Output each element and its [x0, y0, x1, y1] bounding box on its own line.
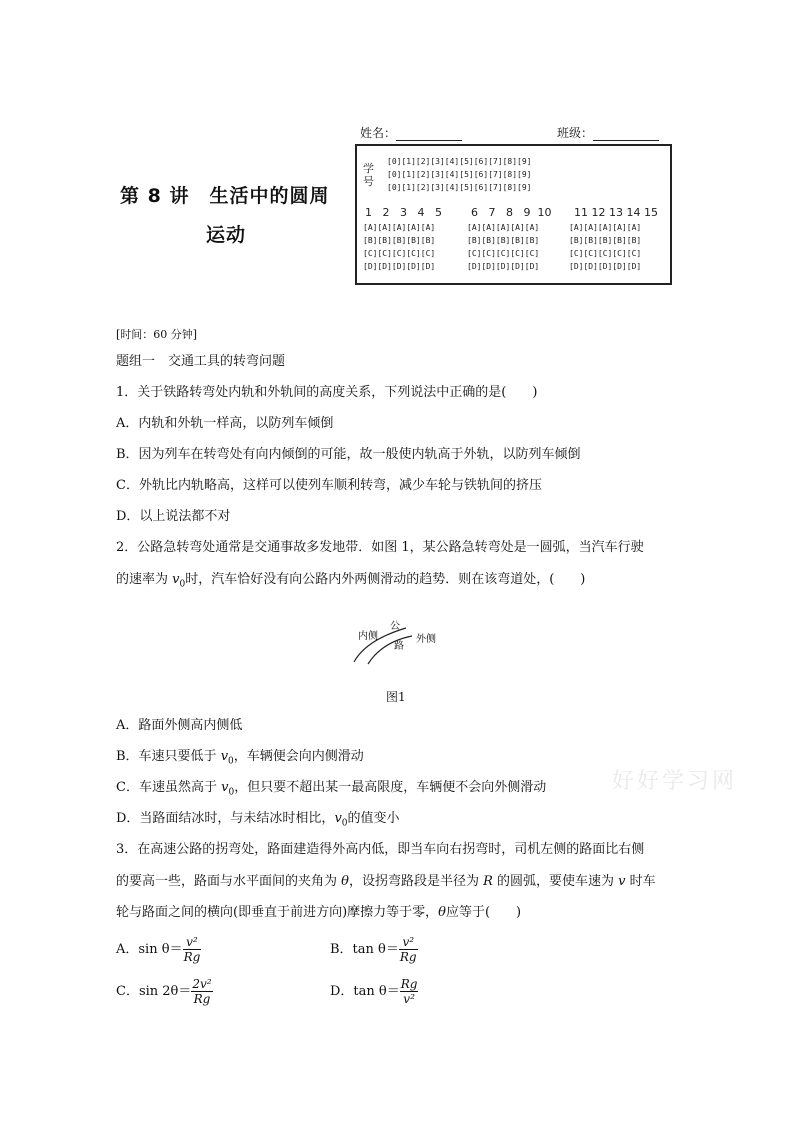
v0-symbol: v	[334, 811, 342, 826]
student-id-row-3[interactable]: [0][1][2][3][4][5][6][7][8][9]	[387, 183, 532, 192]
q3-text: 的圆弧，要使车速为	[492, 874, 619, 889]
q2-stem-text: 的速率为	[116, 572, 173, 587]
v0-subscript: 0	[179, 579, 186, 590]
bubble-row-a[interactable]: [A][A][A][A][A]	[363, 223, 436, 232]
class-label: 班级：	[557, 126, 594, 140]
v0-symbol: v	[220, 749, 229, 764]
q3-text: 轮与路面之间的横向(即垂直于前进方向)摩擦力等于零，	[116, 905, 439, 920]
fig-label-outer: 外侧	[416, 634, 436, 645]
option-text: C．sin 2θ＝	[116, 984, 192, 999]
time-note: [时间：60 分钟]	[116, 328, 198, 341]
option-text: B．tan θ＝	[330, 942, 399, 957]
theta-symbol: θ	[438, 905, 446, 920]
bubble-block-1[interactable]	[363, 221, 435, 273]
q1-option-d[interactable]: D．以上说法都不对	[116, 509, 231, 524]
denominator: v²	[403, 992, 415, 1006]
name-field[interactable]	[360, 124, 462, 141]
name-label: 姓名：	[360, 126, 397, 140]
denominator: Rg	[193, 992, 211, 1006]
theta-symbol: θ	[341, 874, 349, 889]
q1-stem: 1．关于铁路转弯处内轨和外轨间的高度关系，下列说法中正确的是( )	[116, 385, 538, 400]
student-id-label: 学 号	[363, 162, 374, 188]
lesson-title-line1: 第 8 讲 生活中的圆周	[120, 185, 330, 207]
fraction	[183, 935, 202, 964]
fig-label-road-bottom: 路	[394, 641, 404, 652]
bubble-row-c[interactable]: [C][C][C][C][C]	[467, 249, 540, 258]
q1-option-b[interactable]: B．因为列车在转弯处有向内倾倒的可能，故一般使内轨高于外轨，以防列车倾倒	[116, 447, 581, 462]
bubble-block-3[interactable]	[569, 221, 641, 273]
q2-option-a[interactable]: A．路面外侧高内侧低	[116, 718, 243, 733]
bubble-row-d[interactable]: [D][D][D][D][D]	[363, 262, 436, 271]
q3-text: 应等于( )	[445, 905, 522, 920]
option-text: B．车速只要低于	[116, 749, 221, 764]
bubble-row-c[interactable]: [C][C][C][C][C]	[569, 249, 642, 258]
q2-stem-line1: 2．公路急转弯处通常是交通事故多发地带．如图 1，某公路急转弯处是一圆弧，当汽车行驶	[116, 540, 644, 555]
denominator: Rg	[399, 950, 417, 964]
v0-symbol: v	[221, 780, 229, 795]
student-id-row-1[interactable]: [0][1][2][3][4][5][6][7][8][9]	[387, 157, 532, 166]
numerator: Rg	[400, 977, 418, 991]
numerator: 2v²	[192, 977, 212, 991]
question-numbers-6-10: 6 7 8 9 10	[471, 206, 552, 219]
class-underline	[593, 127, 659, 141]
q2-stem-line2	[116, 570, 585, 595]
student-id-row-2[interactable]: [0][1][2][3][4][5][6][7][8][9]	[387, 170, 532, 179]
v0-subscript: 0	[228, 756, 234, 767]
bubble-row-b[interactable]: [B][B][B][B][B]	[569, 236, 642, 245]
bubble-row-d[interactable]: [D][D][D][D][D]	[467, 262, 540, 271]
q3-option-b[interactable]	[330, 935, 418, 964]
option-text: D．tan θ＝	[330, 984, 400, 999]
bubble-row-c[interactable]: [C][C][C][C][C]	[363, 249, 436, 258]
option-text: A．sin θ＝	[116, 942, 183, 957]
fig-label-inner: 内侧	[358, 631, 378, 642]
numerator: v²	[183, 935, 202, 950]
option-text: D．当路面结冰时，与未结冰时相比，	[116, 811, 335, 826]
question-numbers-1-5: 1 2 3 4 5	[365, 206, 442, 219]
v0-subscript: 0	[228, 787, 235, 798]
question-numbers-11-15: 11 12 13 14 15	[574, 206, 658, 219]
option-text: ，车辆便会向内侧滑动	[233, 749, 364, 764]
answer-card	[355, 144, 672, 285]
bubble-row-a[interactable]: [A][A][A][A][A]	[569, 223, 642, 232]
group-title: 题组一 交通工具的转弯问题	[116, 354, 286, 369]
q3-text: 时车	[625, 874, 656, 889]
option-text: C．车速虽然高于	[116, 780, 222, 795]
lesson-title-line2: 运动	[206, 224, 247, 246]
q3-stem-line1: 3．在高速公路的拐弯处，路面建造得外高内低，即当车向右拐弯时，司机左侧的路面比右侧	[116, 842, 645, 857]
q2-stem-text: 时，汽车恰好没有向公路内外两侧滑动的趋势．则在该弯道处，( )	[185, 572, 586, 587]
q1-option-c[interactable]: C．外轨比内轨略高，这样可以使列车顺利转弯，减少车轮与铁轨间的挤压	[116, 478, 542, 493]
v0-subscript: 0	[341, 818, 348, 829]
numerator: v²	[399, 935, 418, 950]
fraction	[400, 977, 419, 1006]
figure-caption: 图1	[386, 690, 406, 704]
q1-option-a[interactable]: A．内轨和外轨一样高，以防列车倾倒	[116, 416, 334, 431]
class-field[interactable]	[557, 124, 659, 141]
bubble-block-2[interactable]	[467, 221, 539, 273]
bubble-row-d[interactable]: [D][D][D][D][D]	[569, 262, 642, 271]
option-text: ，但只要不超出某一最高限度，车辆便不会向外侧滑动	[234, 780, 547, 795]
q3-stem-line2	[116, 872, 656, 892]
bubble-row-b[interactable]: [B][B][B][B][B]	[363, 236, 436, 245]
fraction	[191, 977, 212, 1006]
option-text: 的值变小	[347, 811, 400, 826]
q3-text: 的要高一些，路面与水平面间的夹角为	[116, 874, 342, 889]
figure-1	[352, 608, 452, 668]
q2-option-d[interactable]	[116, 809, 400, 834]
q2-option-b[interactable]	[116, 747, 364, 772]
v-symbol: v	[618, 874, 626, 889]
r-symbol: R	[483, 874, 493, 889]
fraction	[399, 935, 418, 964]
q3-option-a[interactable]	[116, 935, 201, 964]
name-underline	[396, 127, 462, 141]
q2-option-c[interactable]	[116, 778, 546, 803]
fig-label-road-top: 公	[390, 621, 400, 632]
q3-stem-line3	[116, 903, 521, 923]
bubble-row-b[interactable]: [B][B][B][B][B]	[467, 236, 540, 245]
bubble-row-a[interactable]: [A][A][A][A][A]	[467, 223, 540, 232]
q3-option-d[interactable]	[330, 977, 418, 1006]
watermark: 好好学习网	[612, 769, 738, 794]
q3-option-c[interactable]	[116, 977, 213, 1006]
q3-text: ，设拐弯路段是半径为	[348, 874, 484, 889]
denominator: Rg	[183, 950, 201, 964]
v0-symbol: v	[172, 572, 180, 587]
